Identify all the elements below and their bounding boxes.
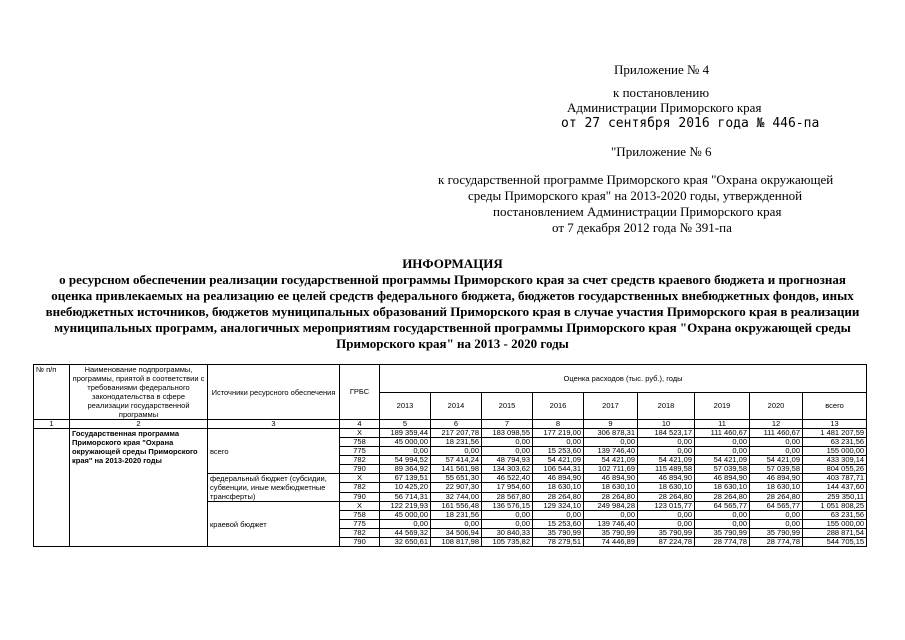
amount-cell: 189 359,44 [380, 429, 431, 438]
amount-cell: 55 651,30 [431, 474, 482, 483]
amount-cell: 46 894,90 [584, 474, 638, 483]
amount-cell: 78 279,51 [533, 538, 584, 547]
year-header: 2017 [584, 393, 638, 420]
amount-cell: 0,00 [482, 447, 533, 456]
amount-cell: 144 437,60 [803, 483, 867, 492]
column-number: 12 [750, 420, 803, 429]
amount-cell: 18 630,10 [695, 483, 750, 492]
amount-cell: 57 039,58 [750, 465, 803, 474]
amount-cell: 136 576,15 [482, 502, 533, 511]
amount-cell: 0,00 [750, 511, 803, 520]
amount-cell: 544 705,15 [803, 538, 867, 547]
year-header: 2015 [482, 393, 533, 420]
grbs-code: 790 [340, 538, 380, 547]
amount-cell: 115 489,58 [638, 465, 695, 474]
grbs-code: 782 [340, 483, 380, 492]
program-name: Государственная программа Приморского края "Охрана окружающей среды Приморского края" на 2013-2020 годы [70, 429, 208, 547]
column-number: 3 [208, 420, 340, 429]
amount-cell: 35 790,99 [533, 529, 584, 538]
amount-cell: 259 350,11 [803, 492, 867, 501]
amount-cell: 18 231,56 [431, 511, 482, 520]
amount-cell: 28 264,80 [584, 492, 638, 501]
amount-cell: 0,00 [638, 520, 695, 529]
column-number: 11 [695, 420, 750, 429]
amount-cell: 15 253,60 [533, 447, 584, 456]
amount-cell: 217 207,78 [431, 429, 482, 438]
column-number: 10 [638, 420, 695, 429]
amount-cell: 161 556,48 [431, 502, 482, 511]
amount-cell: 184 523,17 [638, 429, 695, 438]
col-source-header: Источники ресурсного обеспечения [208, 365, 340, 420]
amount-cell: 433 309,14 [803, 456, 867, 465]
amount-cell: 28 264,80 [750, 492, 803, 501]
col-grbs-header: ГРБС [340, 365, 380, 420]
amount-cell: 0,00 [750, 520, 803, 529]
year-header: 2016 [533, 393, 584, 420]
amount-cell: 32 650,61 [380, 538, 431, 547]
amount-cell: 0,00 [482, 438, 533, 447]
amount-cell: 17 954,60 [482, 483, 533, 492]
amount-cell: 111 460,67 [695, 429, 750, 438]
amount-cell: 306 878,31 [584, 429, 638, 438]
amount-cell: 111 460,67 [750, 429, 803, 438]
title-line-5: Приморского края" на 2013 - 2020 годы [336, 336, 569, 351]
amount-cell: 0,00 [750, 438, 803, 447]
amount-cell: 0,00 [482, 511, 533, 520]
amount-cell: 183 098,55 [482, 429, 533, 438]
amount-cell: 105 735,82 [482, 538, 533, 547]
amount-cell: 67 139,51 [380, 474, 431, 483]
column-number: 6 [431, 420, 482, 429]
amount-cell: 0,00 [533, 511, 584, 520]
amount-cell: 46 894,90 [695, 474, 750, 483]
grbs-code: 782 [340, 456, 380, 465]
amount-cell: 30 840,33 [482, 529, 533, 538]
program-reference-line4: от 7 декабря 2012 года № 391-па [552, 220, 732, 235]
column-number: 1 [34, 420, 70, 429]
col-estimate-header: Оценка расходов (тыс. руб.), годы [380, 365, 867, 393]
amount-cell: 22 907,30 [431, 483, 482, 492]
amount-cell: 0,00 [431, 520, 482, 529]
column-number: 13 [803, 420, 867, 429]
amount-cell: 48 794,93 [482, 456, 533, 465]
amount-cell: 35 790,99 [638, 529, 695, 538]
amount-cell: 35 790,99 [695, 529, 750, 538]
amount-cell: 44 569,32 [380, 529, 431, 538]
amount-cell: 56 714,31 [380, 492, 431, 501]
year-header: 2014 [431, 393, 482, 420]
amount-cell: 18 630,10 [750, 483, 803, 492]
amount-cell: 106 544,31 [533, 465, 584, 474]
administration-label: Администрации Приморского края [567, 100, 762, 115]
title-line-4: муниципальных программ, аналогичных мероприятиям государственной программы Приморского края "Охрана окружающей среды [54, 320, 851, 335]
amount-cell: 0,00 [695, 520, 750, 529]
column-number: 4 [340, 420, 380, 429]
appendix-4-label: Приложение № 4 [614, 62, 710, 77]
amount-cell: 18 630,10 [638, 483, 695, 492]
amount-cell: 46 894,90 [533, 474, 584, 483]
amount-cell: 18 630,10 [584, 483, 638, 492]
amount-cell: 28 774,78 [695, 538, 750, 547]
amount-cell: 129 324,10 [533, 502, 584, 511]
amount-cell: 87 224,78 [638, 538, 695, 547]
amount-cell: 0,00 [638, 438, 695, 447]
year-header: 2018 [638, 393, 695, 420]
year-header: 2020 [750, 393, 803, 420]
amount-cell: 288 871,54 [803, 529, 867, 538]
amount-cell: 89 364,92 [380, 465, 431, 474]
column-number: 8 [533, 420, 584, 429]
grbs-code: 758 [340, 511, 380, 520]
row-number-cell [34, 429, 70, 547]
amount-cell: 0,00 [380, 520, 431, 529]
program-reference-line3: постановлением Администрации Приморского края [493, 204, 782, 219]
column-number: 7 [482, 420, 533, 429]
grbs-code: 775 [340, 447, 380, 456]
amount-cell: 28 774,78 [750, 538, 803, 547]
amount-cell: 54 421,09 [533, 456, 584, 465]
column-number: 9 [584, 420, 638, 429]
appendix-6-label: "Приложение № 6 [611, 144, 712, 159]
amount-cell: 28 264,80 [638, 492, 695, 501]
title-line-2: оценка привлекаемых на реализацию ее целей средств федерального бюджета, бюджетов государственных внебюджетных фондов, иных [51, 288, 854, 303]
amount-cell: 46 894,90 [638, 474, 695, 483]
amount-cell: 28 567,80 [482, 492, 533, 501]
grbs-code: X [340, 474, 380, 483]
amount-cell: 32 744,00 [431, 492, 482, 501]
grbs-code: 790 [340, 492, 380, 501]
amount-cell: 155 000,00 [803, 520, 867, 529]
year-header: 2013 [380, 393, 431, 420]
funding-source: всего [208, 429, 340, 474]
amount-cell: 108 817,98 [431, 538, 482, 547]
amount-cell: 35 790,99 [584, 529, 638, 538]
amount-cell: 54 421,09 [695, 456, 750, 465]
amount-cell: 28 264,80 [695, 492, 750, 501]
column-number: 5 [380, 420, 431, 429]
grbs-code: 775 [340, 520, 380, 529]
amount-cell: 57 414,24 [431, 456, 482, 465]
amount-cell: 0,00 [695, 438, 750, 447]
grbs-code: X [340, 502, 380, 511]
amount-cell: 122 219,93 [380, 502, 431, 511]
col-number-header: № п/п [34, 365, 70, 420]
amount-cell: 0,00 [482, 520, 533, 529]
amount-cell: 28 264,80 [533, 492, 584, 501]
amount-cell: 1 051 808,25 [803, 502, 867, 511]
amount-cell: 804 055,26 [803, 465, 867, 474]
year-header: всего [803, 393, 867, 420]
amount-cell: 64 565,77 [750, 502, 803, 511]
amount-cell: 15 253,60 [533, 520, 584, 529]
amount-cell: 0,00 [695, 511, 750, 520]
amount-cell: 45 000,00 [380, 511, 431, 520]
amount-cell: 54 994,52 [380, 456, 431, 465]
amount-cell: 46 522,40 [482, 474, 533, 483]
amount-cell: 0,00 [380, 447, 431, 456]
amount-cell: 46 894,90 [750, 474, 803, 483]
program-reference-line2: среды Приморского края" на 2013-2020 годы, утвержденной [468, 188, 803, 203]
funding-source: краевой бюджет [208, 502, 340, 547]
resolution-date: от 27 сентября 2016 года № 446-па [561, 116, 820, 131]
amount-cell: 34 506,94 [431, 529, 482, 538]
grbs-code: X [340, 429, 380, 438]
amount-cell: 0,00 [584, 438, 638, 447]
program-reference-line1: к государственной программе Приморского края "Охрана окружающей [438, 172, 834, 187]
amount-cell: 0,00 [533, 438, 584, 447]
document-title: ИНФОРМАЦИЯ [402, 256, 503, 271]
amount-cell: 139 746,40 [584, 447, 638, 456]
amount-cell: 57 039,58 [695, 465, 750, 474]
grbs-code: 790 [340, 465, 380, 474]
amount-cell: 63 231,56 [803, 511, 867, 520]
amount-cell: 177 219,00 [533, 429, 584, 438]
amount-cell: 134 303,62 [482, 465, 533, 474]
amount-cell: 10 425,20 [380, 483, 431, 492]
col-name-header: Наименование подпрограммы, программы, приятой в соответствии с требованиями федерального законодательства в сфере реализации государственной программы [70, 365, 208, 420]
column-number: 2 [70, 420, 208, 429]
amount-cell: 141 561,98 [431, 465, 482, 474]
year-header: 2019 [695, 393, 750, 420]
amount-cell: 155 000,00 [803, 447, 867, 456]
title-line-3: внебюджетных источников, бюджетов муниципальных образований Приморского края в случае участия Приморского края в реализации [45, 304, 860, 319]
amount-cell: 54 421,09 [638, 456, 695, 465]
amount-cell: 139 746,40 [584, 520, 638, 529]
amount-cell: 18 231,56 [431, 438, 482, 447]
amount-cell: 54 421,09 [750, 456, 803, 465]
amount-cell: 1 481 207,59 [803, 429, 867, 438]
funding-source: федеральный бюджет (субсидии, субвенции, иные межбюджетные трансферты) [208, 474, 340, 502]
amount-cell: 0,00 [750, 447, 803, 456]
amount-cell: 35 790,99 [750, 529, 803, 538]
amount-cell: 18 630,10 [533, 483, 584, 492]
amount-cell: 64 565,77 [695, 502, 750, 511]
amount-cell: 0,00 [431, 447, 482, 456]
amount-cell: 249 984,28 [584, 502, 638, 511]
grbs-code: 758 [340, 438, 380, 447]
to-resolution-label: к постановлению [613, 85, 710, 100]
amount-cell: 102 711,69 [584, 465, 638, 474]
amount-cell: 63 231,56 [803, 438, 867, 447]
amount-cell: 0,00 [584, 511, 638, 520]
amount-cell: 74 446,89 [584, 538, 638, 547]
amount-cell: 0,00 [638, 511, 695, 520]
table-row [34, 429, 867, 438]
amount-cell: 123 015,77 [638, 502, 695, 511]
title-line-1: о ресурсном обеспечении реализации государственной программы Приморского края за счет средств краевого бюджета и прогнозная [59, 272, 846, 287]
amount-cell: 45 000,00 [380, 438, 431, 447]
amount-cell: 0,00 [695, 447, 750, 456]
amount-cell: 54 421,09 [584, 456, 638, 465]
resource-table [33, 364, 867, 547]
amount-cell: 0,00 [638, 447, 695, 456]
amount-cell: 403 787,71 [803, 474, 867, 483]
grbs-code: 782 [340, 529, 380, 538]
